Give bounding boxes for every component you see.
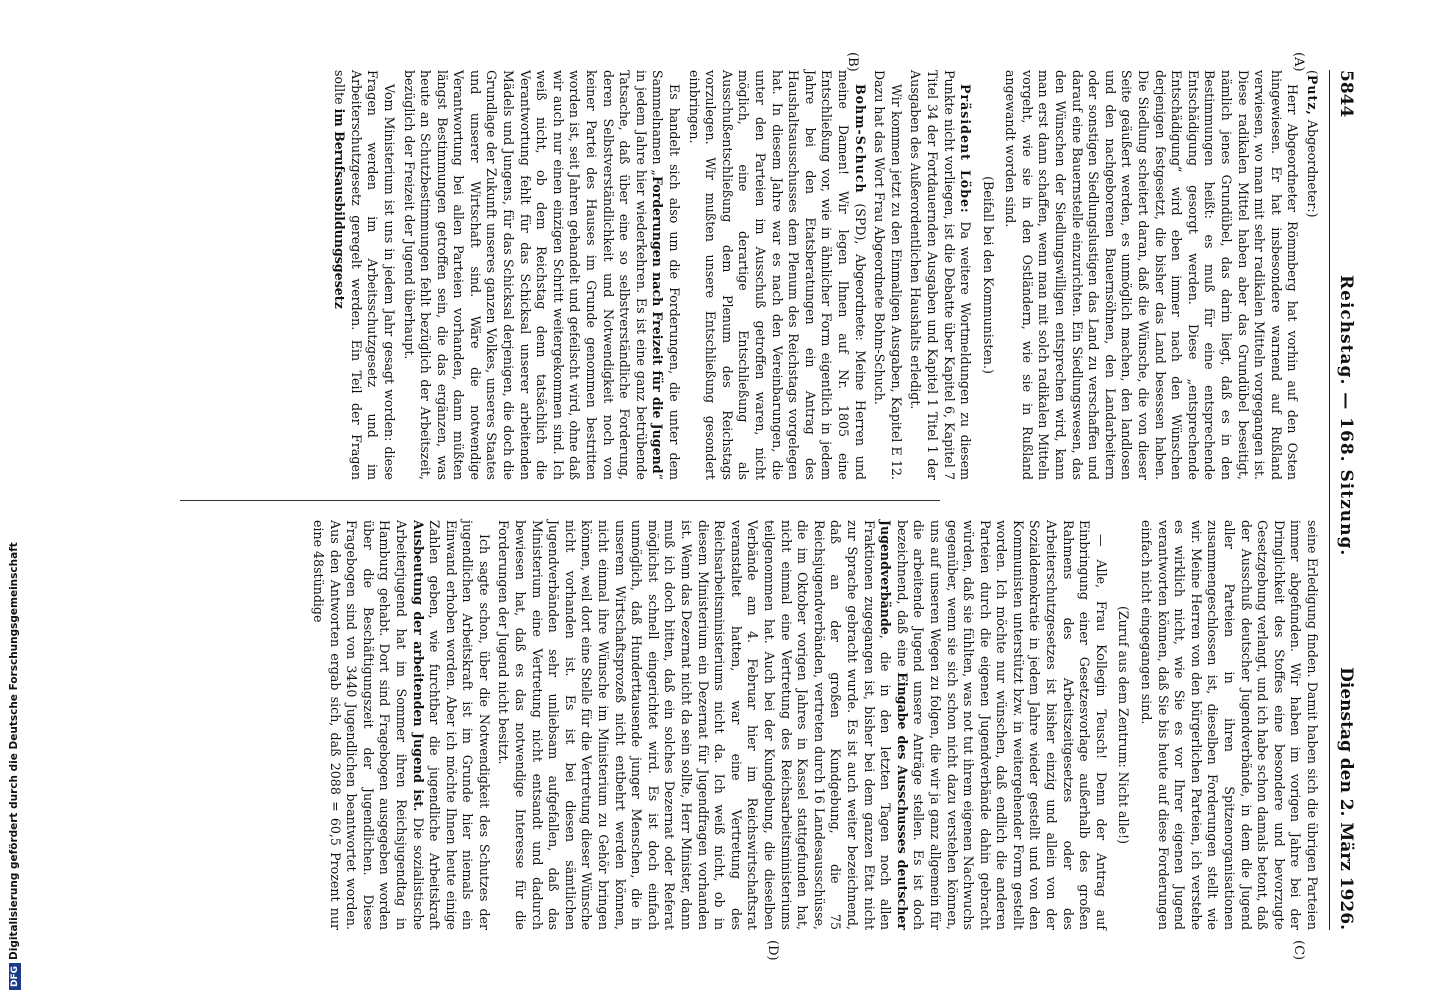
speaker-name: Präsident Löbe: [958, 84, 974, 214]
paragraph-text: Da weitere Wortmeldungen zu diesem Punkte nicht vorliegen, ist die Debatte über Kapitel 6, Kapitel 7 Titel 34 der Fortdauernden Ausgaben und Kapitel 1 Titel 1 der Ausgaben des Außerordentlichen Haushalts erledigt. [908, 70, 974, 480]
paragraph: seine Erledigung finden. Damit haben sich die übrigen Parteien immer abgefunden. Wir haben im vorigen Jahre bei der Dringlichkeit des Stoffes eine besondere und bevorzugte Gesetzgebung verlangt, und ich habe schon damals betont, daß der Ausschuß deutscher Jugendverbände, in dem die Jugend aller Parteien in ihren Spitzenorganisationen zusammengeschlossen ist, dieselben Forderungen stellt wie wir. Meine Herren von den bürgerlichen Parteien, ich verstehe es wirklich nicht, wie Sie es vor Ihrer eigenen Jugend verantworten können, daß Sie bis heute auf diese Forderungen einfach nicht eingegangen sind. [1139, 520, 1320, 930]
paragraph [685, 70, 868, 480]
margin-mark-d: (D) [765, 940, 780, 961]
paragraph: (Putz, Abgeordneter:) [1305, 70, 1320, 218]
margin-mark-a: (A) [1291, 52, 1306, 72]
header-title: Reichstag. — 168. Sitzung. [1336, 275, 1356, 557]
paragraph [907, 70, 973, 480]
paragraph [400, 70, 682, 480]
paragraph: Wir kommen jetzt zu den Einmaligen Ausgaben, Kapitel E 12. Dazu hat das Wort Frau Abgeordnete Bohm-Schuch. [872, 70, 904, 480]
header-rule [1329, 70, 1330, 930]
margin-mark-b: (B) [845, 52, 860, 72]
paragraph-text: Ich sagte schon, über die Notwendigkeit des Schutzes der jugendlichen Arbeitskraft ist im Grunde hier niemals ein Einwand erhoben worden. Aber ich möchte Ihnen heute einige Zahlen geben, wie furchtbar die jugendliche Arbeitskraft [427, 520, 492, 930]
paragraph: Herr Abgeordneter Römmberg hat vorhin auf den Osten hingewiesen. Er hat insbesondere warnend auf Rußland verwiesen, wo man mit sehr radikalen Mitteln vorgegangen ist. Diese radikalen Mittel haben aber das Grundübel beseitigt, nämlich jenes Grundübel, das darin liegt, daß es in den Bestimmungen heißt: es muß für eine entsprechende Entschädigung gesorgt werden. Diese „entsprechende Entschädigung“ wird eben immer nach den Wünschen derjenigen festgesetzt, die bisher das Land besessen haben. Die Siedlung scheitert daran, daß die Wünsche, die von dieser Seite geäußert werden, es unmöglich machen, den landlosen und den nachgeborenen Bauernsöhnen, den Landarbeitern oder sonstigen Siedlungslustigen das Land zu verschaffen und darauf eine Bauernstelle einzurichten. Ein Siedlungswesen, das den Wünschen der Siedlungswilligen entsprechen wird, kann man erst dann schaffen, wenn man mit solch radikalen Mitteln vorgeht, wie sie in den Ostländern, wie sie in Rußland angewandt worden sind. [1003, 70, 1301, 480]
page-header [1330, 70, 1360, 930]
emphasis: Forderungen nach Freizeit für die Jugend [650, 175, 666, 474]
speaker-name: Putz, [1305, 74, 1320, 116]
paragraph [331, 70, 397, 480]
dfg-logo: DFG [9, 963, 21, 990]
credit-text: Digitalisierung gefördert durch die Deutsche Forschungsgemeinschaft [8, 542, 20, 960]
emphasis: Ausbeutung der arbeitenden Jugend ist. [410, 520, 426, 812]
paragraph-text: “ in jedem Jahre hier wiederkehren. Es ist eine ganz betrübende Tatsache, daß über eine so selbstverständliche Forderung, deren Selbstverständlichkeit und Notwendigkeit noch von keiner Partei des Hauses im Grunde genommen bestritten worden ist, seit Jahren gehandelt und gefeilscht wird, ohne daß wir auch nur einen einzigen Schritt weitergekommen sind. Ich weiß nicht, ob dem Reichstag denn tatsächlich die Verantwortung fehlt für das Schicksal unserer arbeitenden Mädels und Jungens, für das Schicksal derjenigen, die doch die Grundlage der Zukunft unseres ganzen Volkes, unseres Staates und unserer Wirtschaft sind. Wäre die notwendige Verantwortung bei allen Parteien vorhanden, dann müßten längst Bestimmungen getroffen sein, die das ergänzen, was heute an Schutzbestimmungen fehlt bezüglich der Arbeitszeit, bezüglich der Freizeit der Jugend überhaupt. [401, 70, 666, 480]
left-column [328, 70, 1320, 480]
document-page [90, 52, 1360, 961]
paragraph-text: Die sozialistische Arbeiterjugend hat im Sommer ihren Reichsjugendtag in Hamburg gehabt. Dort sind Fragebogen ausgegeben worden über die Beschäftigungszeit der Jugendlichen. Diese Fragebogen sind von 3440 Jugendlichen beantwortet worden. Aus den Antworten ergab sich, daß 2088 = 60,5 Prozent nur eine 48stündige [310, 520, 426, 930]
speaker-name: Bohm-Schuch [852, 84, 868, 194]
paragraph-text: Vom Ministerium ist uns in jedem Jahr gesagt worden: diese Fragen werden im Arbeitsschutzgesetz und im Arbeiterschutzgesetz geregelt werden. Ein Teil der Fragen sollte [332, 70, 397, 480]
speaker-role: Abgeordneter: [1305, 119, 1320, 213]
column-divider [180, 500, 940, 501]
paragraph-text: , die in den letzten Tagen noch allen Fraktionen zugegangen ist, bisher bei dem ganzen Etat nicht zur Sprache gebracht wurde. Es ist auch weiter bezeichnend, daß an der großen Kundgebung, die 75 Reichsjugendverbänden, vertreten durch 16 Landesausschüsse, die im Oktober vorigen Jahres in Kassel stattgefunden hat, nicht einmal eine Vertretung des Reichsarbeitsministeriums teilgenommen hat. Auch bei der Kundgebung, die dieselben Verbände am 4. Februar hier im Reichswirtschaftsrat veranstaltet hatten, war eine Vertretung des Reichsarbeitsministeriums nicht da. Ich weiß nicht, ob in diesem Ministerium ein Dezernat für Jugendfragen vorhanden ist. Wenn das Dezernat nicht da sein sollte, Herr Minister, dann muß ich doch bitten, daß ein solches Dezernat oder Referat möglichst schnell eingerichtet wird. Es ist doch einfach unmöglich, daß Hunderttausende junger Menschen, die in unserem Wirtschaftsprozeß nicht entbehrt werden können, nicht einmal ihre Wünsche im Ministerium zu Gehör bringen können, weil dort eine Stelle für die Vertretung dieser Wünsche nicht vorhanden ist. Es ist bei diesen sämtlichen Jugendverbänden sehr unliebsam aufgefallen, daß das Ministerium eine Vertretung nicht entsandt und dadurch bewiesen hat, daß es das notwendige Interesse für die Forderungen der Jugend nicht besitzt. [496, 520, 894, 930]
digitization-credit [8, 10, 22, 990]
paragraph-text: Es handelt sich also um die Forderungen, die unter dem Sammelnamen „ [650, 70, 683, 480]
page-number: 5844 [1336, 70, 1356, 118]
paragraph [495, 520, 1109, 930]
right-column [306, 520, 1320, 930]
paragraph [309, 520, 492, 930]
emphasis: im Berufsausbildungsgesetz [332, 108, 348, 309]
emphasis: Eingabe des Ausschusses deutscher Jugendverbände [878, 520, 910, 930]
header-date: Dienstag den 2. März 1926. [1336, 667, 1356, 930]
paragraph-text: — Alle, Frau Kollegin Teusch! Denn der Antrag auf Einbringung einer Gesetzesvorlage außerhalb des großen Rahmens des Arbeitszeitgesetzes oder des Arbeiterschutzgesetzes ist bisher einzig und allein von der Sozialdemokratie in jedem Jahre wieder gestellt und von den Kommunisten unterstützt bzw. in weitergehender Form gestellt worden. Ich möchte nur wünschen, daß endlich die anderen Parteien durch die eigenen Jugendverbände dahin gebracht würden, daß sie fühlten, was not tut ihrem eigenen Nachwuchs gegenüber, wenn sie sich schon nicht dazu verstehen können, uns auf unseren Wegen zu folgen, die wir ja ganz allgemein für die arbeitende Jugend unsere Anträge stellen. Es ist doch bezeichnend, daß eine [894, 520, 1109, 930]
interjection: (Zuruf aus dem Zentrum: Nicht alle!) [1116, 605, 1132, 845]
interjection: (Beifall bei den Kommunisten.) [980, 176, 996, 374]
margin-mark-c: (C) [1291, 940, 1306, 961]
paragraph-text: (SPD), Abgeordnete: Meine Herren und meine Damen! Wir legen Ihnen auf Nr. 1805 eine Entschließung vor, wie in ähnlicher Form eigentlich in jedem Jahre bei den Etatsberatungen ein Antrag des Haushaltsausschusses dem Plenum des Reichstags vorgelegen hat. In diesem Jahre war es nach den Vereinbarungen, die unter den Parteien im Ausschuß getroffen waren, nicht möglich, eine derartige Entschließung als Ausschußentschließung dem Plenum des Reichstags vorzulegen. Wir mußten unsere Entschließung gesondert einbringen. [686, 70, 868, 480]
